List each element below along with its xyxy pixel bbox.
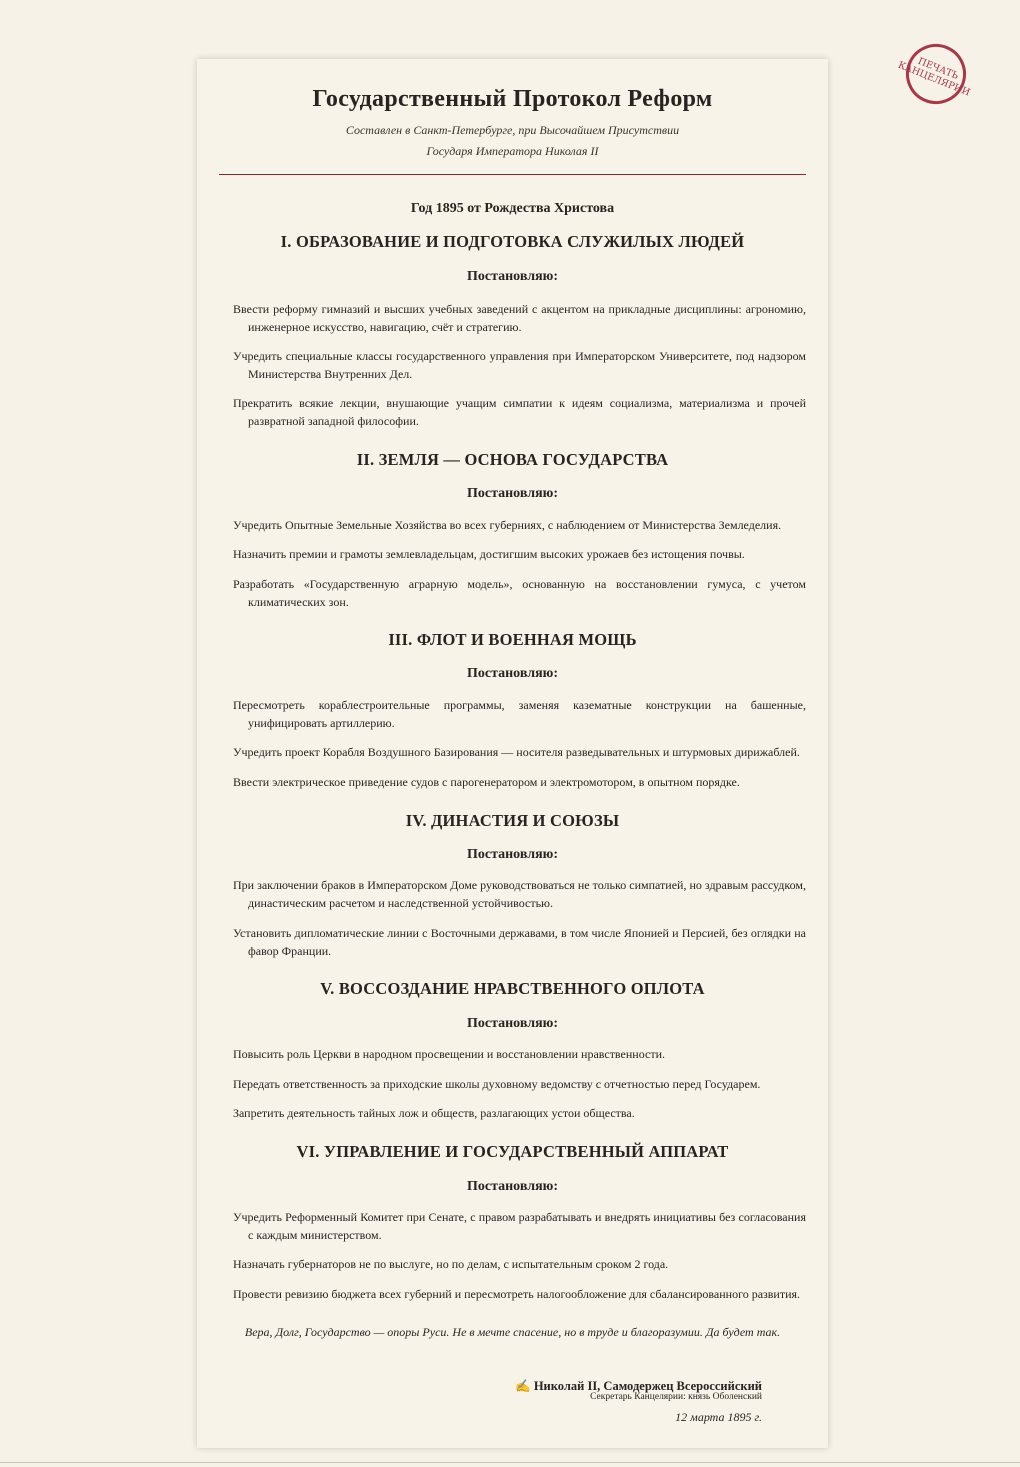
section-item: При заключении браков в Императорском Доме руководствоваться не только симпатией, но здравым рассудком, династическим расчетом и наследственной устойчивостью. bbox=[233, 878, 806, 910]
section-item: Учредить Опытные Земельные Хозяйства во всех губерниях, с наблюдением от Министерства Земледелия. bbox=[233, 518, 782, 532]
decree-label: Постановляю: bbox=[466, 1179, 559, 1194]
section-title-administration: VI. УПРАВЛЕНИЕ И ГОСУДАРСТВЕННЫЙ АППАРАТ bbox=[296, 1142, 729, 1161]
section-item: Назначать губернаторов не по выслуге, но по делам, с испытательным сроком 2 года. bbox=[233, 1257, 669, 1271]
protocol-document bbox=[197, 59, 828, 1448]
decree-label: Постановляю: bbox=[466, 666, 559, 681]
section-item: Учредить специальные классы государственного управления при Императорском Университете, под надзором Министерства Внутренних Дел. bbox=[233, 349, 806, 381]
section-title-dynasty: IV. ДИНАСТИЯ И СОЮЗЫ bbox=[405, 811, 620, 830]
section-item: Назначить премии и грамоты землевладельцам, достигшим высоких урожаев без истощения почвы. bbox=[233, 547, 745, 561]
section-title-fleet: III. ФЛОТ И ВОЕННАЯ МОЩЬ bbox=[388, 630, 637, 649]
section-item: Ввести электрическое приведение судов с парогенератором и электромотором, в опытном порядке. bbox=[233, 775, 740, 789]
section-item: Провести ревизию бюджета всех губерний и пересмотреть налогообложение для сбалансированного развития. bbox=[233, 1287, 801, 1301]
section-item: Прекратить всякие лекции, внушающие учащим симпатии к идеям социализма, материализма и прочей развратной западной философии. bbox=[233, 396, 806, 428]
closing-motto: Вера, Долг, Государство — опоры Руси. Не в мечте спасение, но в труде и благоразумии. Да будет так. bbox=[244, 1325, 781, 1339]
section-item: Передать ответственность за приходские школы духовному ведомству с отчетностью перед Государем. bbox=[233, 1077, 761, 1091]
section-item: Учредить проект Корабля Воздушного Базирования — носителя разведывательных и штурмовых дирижаблей. bbox=[233, 745, 800, 759]
secretary-line: Секретарь Канцелярии: князь Оболенский bbox=[590, 1392, 762, 1402]
decree-label: Постановляю: bbox=[466, 847, 559, 862]
document-subtitle-line1: Составлен в Санкт-Петербурге, при Высочайшем Присутствии bbox=[345, 123, 680, 137]
section-item: Ввести реформу гимназий и высших учебных заведений с акцентом на прикладные дисциплины: агрономию, инженерное искусство, навигацию, счёт и стратегию. bbox=[233, 302, 806, 334]
section-title-land: II. ЗЕМЛЯ — ОСНОВА ГОСУДАРСТВА bbox=[356, 450, 669, 469]
section-item: Повысить роль Церкви в народном просвещении и восстановлении нравственности. bbox=[233, 1047, 665, 1061]
decree-label: Постановляю: bbox=[466, 1016, 559, 1031]
decree-label: Постановляю: bbox=[466, 269, 559, 284]
header-divider bbox=[219, 174, 806, 175]
section-title-education: I. ОБРАЗОВАНИЕ И ПОДГОТОВКА СЛУЖИЛЫХ ЛЮДЕЙ bbox=[280, 232, 745, 251]
section-item: Установить дипломатические линии с Восточными державами, в том числе Японией и Персией, без оглядки на фавор Франции. bbox=[233, 926, 806, 958]
section-item: Учредить Реформенный Комитет при Сенате, с правом разрабатывать и внедрять инициативы без согласования с каждым министерством. bbox=[233, 1210, 806, 1242]
bottom-divider bbox=[0, 1462, 1020, 1463]
section-item: Разработать «Государственную аграрную модель», основанную на восстановлении гумуса, с учетом климатических зон. bbox=[233, 577, 806, 609]
document-subtitle-line2: Государя Императора Николая II bbox=[426, 144, 599, 158]
section-item: Пересмотреть кораблестроительные программы, заменяя казематные конструкции на башенные, унифицировать артиллерию. bbox=[233, 698, 806, 730]
document-year: Год 1895 от Рождества Христова bbox=[410, 201, 615, 216]
section-item: Запретить деятельность тайных лож и обществ, разлагающих устои общества. bbox=[233, 1106, 635, 1120]
chancellery-seal-icon bbox=[897, 35, 975, 113]
decree-label: Постановляю: bbox=[466, 486, 559, 501]
seal-text: ПЕЧАТЬ КАНЦЕЛЯРИИ bbox=[896, 55, 972, 99]
signature-text: Николай II, Самодержец Всероссийский bbox=[533, 1379, 762, 1393]
quill-icon: ✍ bbox=[515, 1379, 531, 1393]
document-title: Государственный Протокол Реформ bbox=[312, 86, 713, 112]
section-title-morals: V. ВОССОЗДАНИЕ НРАВСТВЕННОГО ОПЛОТА bbox=[320, 979, 705, 998]
document-date: 12 марта 1895 г. bbox=[675, 1410, 762, 1424]
